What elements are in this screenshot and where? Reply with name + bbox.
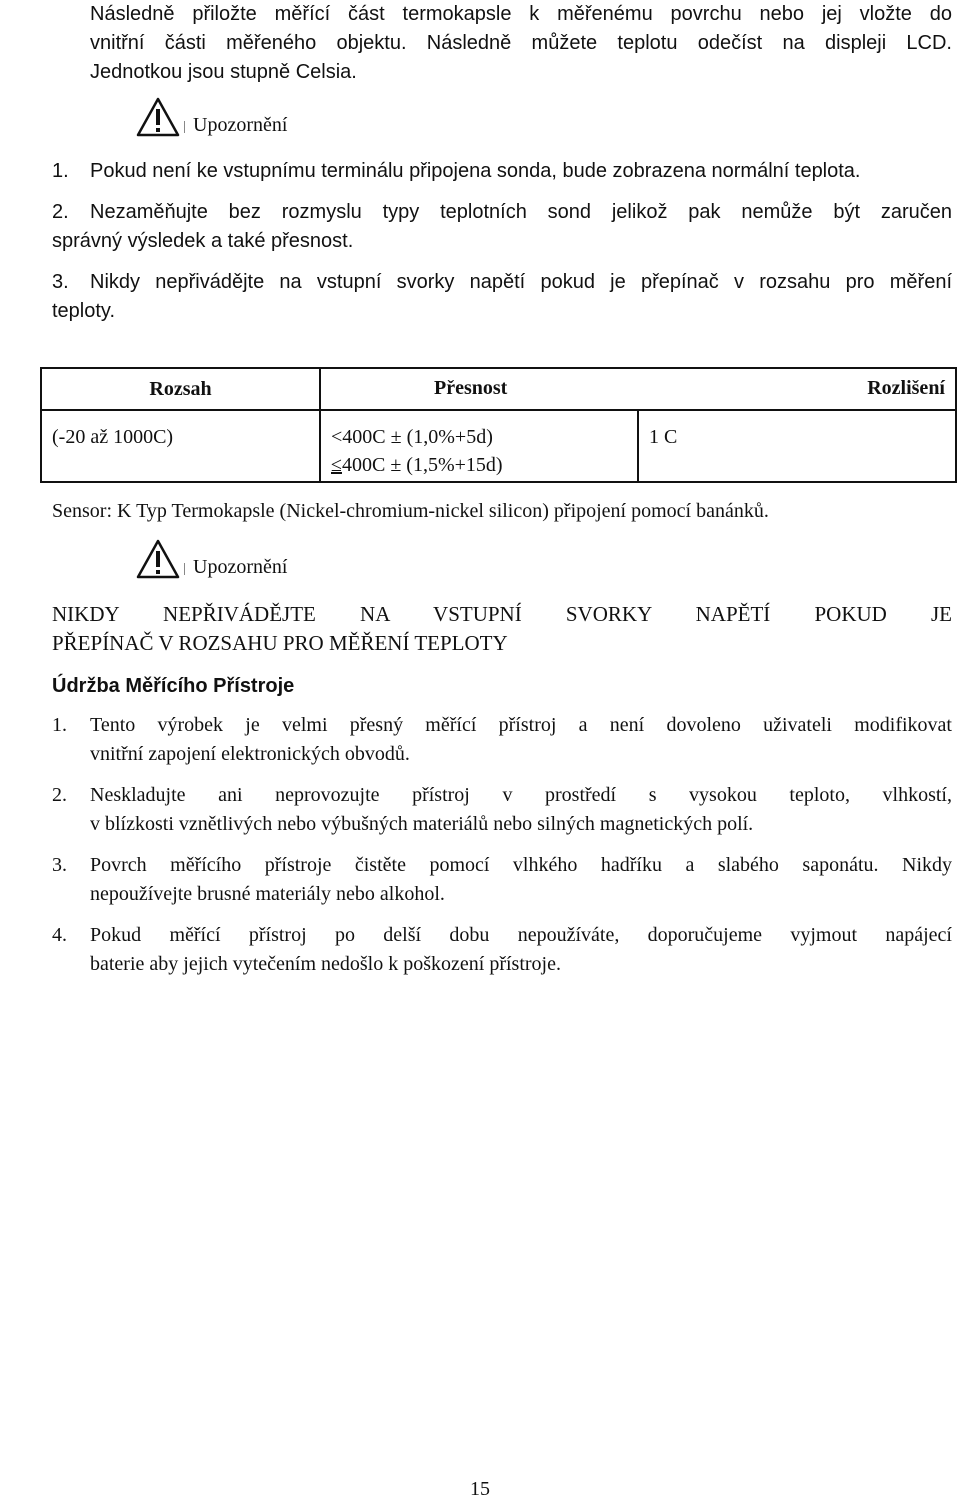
caps-warning bbox=[52, 600, 952, 658]
cell-resolution bbox=[638, 410, 956, 482]
list-item bbox=[52, 711, 952, 769]
intro-paragraph bbox=[90, 0, 952, 87]
cell-range bbox=[41, 410, 320, 482]
maintenance-heading: Údržba Měřícího Přístroje bbox=[52, 675, 295, 697]
item-text: Nezaměňujte bez rozmyslu typy teplotních sond jelikož pak nemůže být zaručen bbox=[90, 201, 952, 223]
accuracy-line-2-text: 400C ± (1,5%+15d) bbox=[341, 454, 503, 476]
table-header-row bbox=[41, 368, 956, 410]
item-number: 2. bbox=[52, 784, 67, 806]
header-accuracy-resolution bbox=[320, 368, 956, 410]
page-number: 15 bbox=[470, 1478, 490, 1500]
item-text: Pokud není ke vstupnímu terminálu připojena sonda, bude zobrazena normální teplota. bbox=[90, 160, 861, 182]
item-text: Povrch měřícího přístroje čistěte pomocí vlhkého hadříku a slabého saponátu. Nikdy bbox=[90, 854, 952, 876]
item-number: 3. bbox=[52, 271, 69, 293]
list-item bbox=[52, 781, 952, 839]
warning-heading-1 bbox=[136, 97, 287, 137]
warning-label: Upozornění bbox=[193, 556, 288, 578]
item-text: Nikdy nepřivádějte na vstupní svorky napětí pokud je přepínač v rozsahu pro měření bbox=[90, 271, 952, 293]
list-item bbox=[52, 268, 952, 326]
cell-accuracy bbox=[320, 410, 638, 482]
warning-heading-2 bbox=[136, 539, 287, 579]
item-number: 1. bbox=[52, 714, 67, 736]
icon-divider bbox=[184, 563, 185, 575]
accuracy-line-1: <400C ± (1,0%+5d) bbox=[331, 426, 493, 448]
caps-warning-line-2: PŘEPÍNAČ V ROZSAHU PRO MĚŘENÍ TEPLOTY bbox=[52, 631, 508, 655]
header-accuracy: Přesnost bbox=[434, 377, 508, 399]
item-text: Neskladujte ani neprovozujte přístroj v prostředí s vysokou teploto, vlhkostí, bbox=[90, 784, 952, 806]
list-item bbox=[52, 851, 952, 909]
item-text: vnitřní zapojení elektronických obvodů. bbox=[90, 743, 410, 765]
item-number: 4. bbox=[52, 924, 67, 946]
item-text: v blízkosti vznětlivých nebo výbušných materiálů nebo silných magnetických polí. bbox=[90, 813, 754, 835]
accuracy-line-2 bbox=[331, 451, 627, 479]
warning-label: Upozornění bbox=[193, 114, 288, 136]
item-text: Tento výrobek je velmi přesný měřící přístroj a není dovoleno uživateli modifikovat bbox=[90, 714, 952, 736]
item-number: 3. bbox=[52, 854, 67, 876]
spec-table bbox=[40, 367, 957, 483]
maintenance-list bbox=[52, 711, 952, 979]
header-range: Rozsah bbox=[41, 368, 320, 410]
resolution-value: 1 C bbox=[649, 426, 678, 448]
intro-line-1: Následně přiložte měřící část termokapsle k měřenému povrchu nebo jej vložte do bbox=[90, 3, 952, 25]
item-text: Pokud měřící přístroj po delší dobu nepoužíváte, doporučujeme vyjmout napájecí bbox=[90, 924, 952, 946]
icon-divider bbox=[184, 121, 185, 133]
caps-warning-line-1: NIKDY NEPŘIVÁDĚJTE NA VSTUPNÍ SVORKY NAPĚTÍ POKUD JE bbox=[52, 602, 952, 626]
table-row bbox=[41, 410, 956, 482]
le-symbol: ≤ bbox=[331, 454, 342, 476]
warning-triangle-icon bbox=[136, 539, 180, 579]
item-number: 2. bbox=[52, 201, 69, 223]
warning-list-1 bbox=[52, 157, 952, 326]
item-text: teploty. bbox=[52, 300, 115, 322]
range-value: (-20 až 1000C) bbox=[52, 426, 174, 448]
item-number: 1. bbox=[52, 160, 69, 182]
item-text: správný výsledek a také přesnost. bbox=[52, 230, 354, 252]
header-resolution: Rozlišení bbox=[867, 377, 945, 399]
sensor-line: Sensor: K Typ Termokapsle (Nickel-chromium-nickel silicon) připojení pomocí banánků. bbox=[52, 500, 769, 522]
intro-line-2: vnitřní části měřeného objektu. Následně můžete teplotu odečíst na displeji LCD. bbox=[90, 32, 952, 54]
list-item bbox=[52, 157, 952, 186]
intro-line-3: Jednotkou jsou stupně Celsia. bbox=[90, 61, 357, 83]
list-item bbox=[52, 921, 952, 979]
list-item bbox=[52, 198, 952, 256]
item-text: nepoužívejte brusné materiály nebo alkohol. bbox=[90, 883, 445, 905]
warning-triangle-icon bbox=[136, 97, 180, 137]
item-text: baterie aby jejich vytečením nedošlo k poškození přístroje. bbox=[90, 953, 561, 975]
